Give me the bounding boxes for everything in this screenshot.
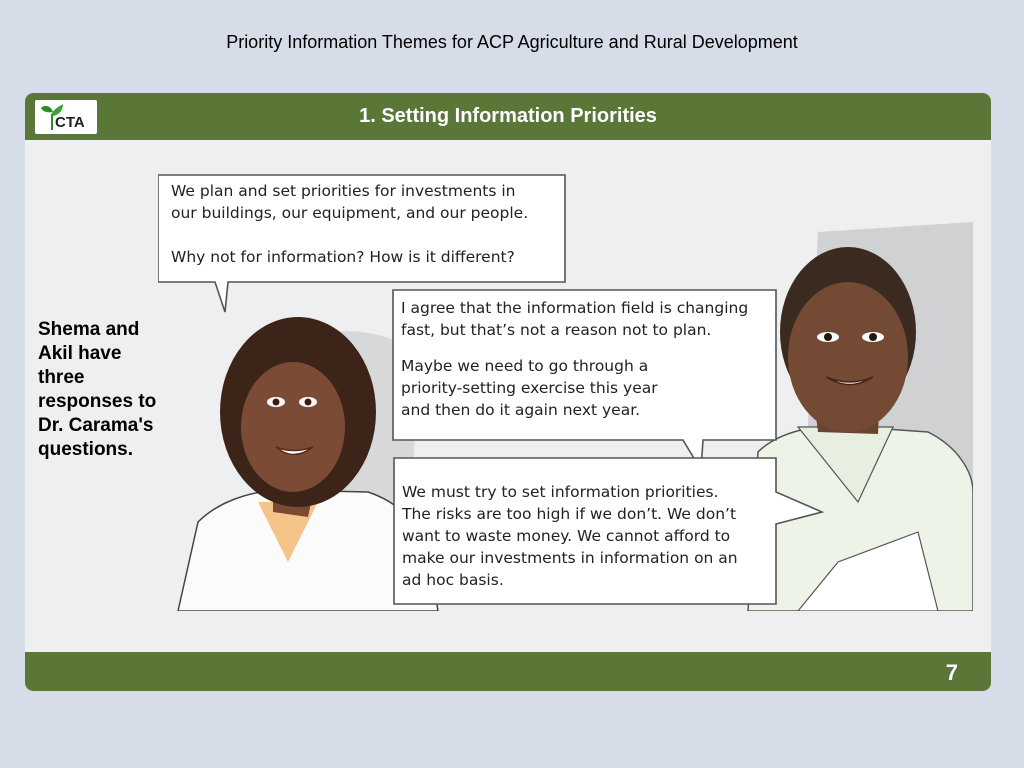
logo-text: CTA [55, 114, 85, 131]
bubble-line: The risks are too high if we don’t. We don’t [402, 505, 737, 523]
bubble-line: Maybe we need to go through a [401, 357, 649, 375]
bubble-line: priority-setting exercise this year [401, 379, 658, 397]
bubble-line: We must try to set information priorities. [402, 483, 719, 501]
bubble-line: make our investments in information on an [402, 549, 738, 567]
caption-text: Shema and Akil have three responses to Dr. Carama's questions. [38, 319, 157, 460]
slide-header-bar [25, 93, 991, 140]
bubble-line: fast, but that’s not a reason not to plan. [401, 321, 712, 339]
speech-bubble-middle [401, 297, 786, 421]
page-number: 7 [945, 660, 958, 685]
bubble-line: I agree that the information field is changing [401, 299, 749, 317]
speech-bubble-top [171, 180, 561, 268]
bubble-line: ad hoc basis. [402, 571, 504, 589]
presentation-title: Priority Information Themes for ACP Agriculture and Rural Development [226, 32, 798, 52]
slide-footer-bar [25, 652, 991, 691]
bubble-line: and then do it again next year. [401, 401, 641, 419]
bubble-line: We plan and set priorities for investments in [171, 182, 516, 200]
bubble-line: Why not for information? How is it different? [171, 248, 515, 266]
speech-bubble-bottom [402, 481, 772, 591]
bubble-line: want to waste money. We cannot afford to [402, 527, 731, 545]
slide-title: 1. Setting Information Priorities [359, 105, 657, 127]
bubble-line: our buildings, our equipment, and our people. [171, 204, 529, 222]
slide-card [25, 93, 991, 691]
